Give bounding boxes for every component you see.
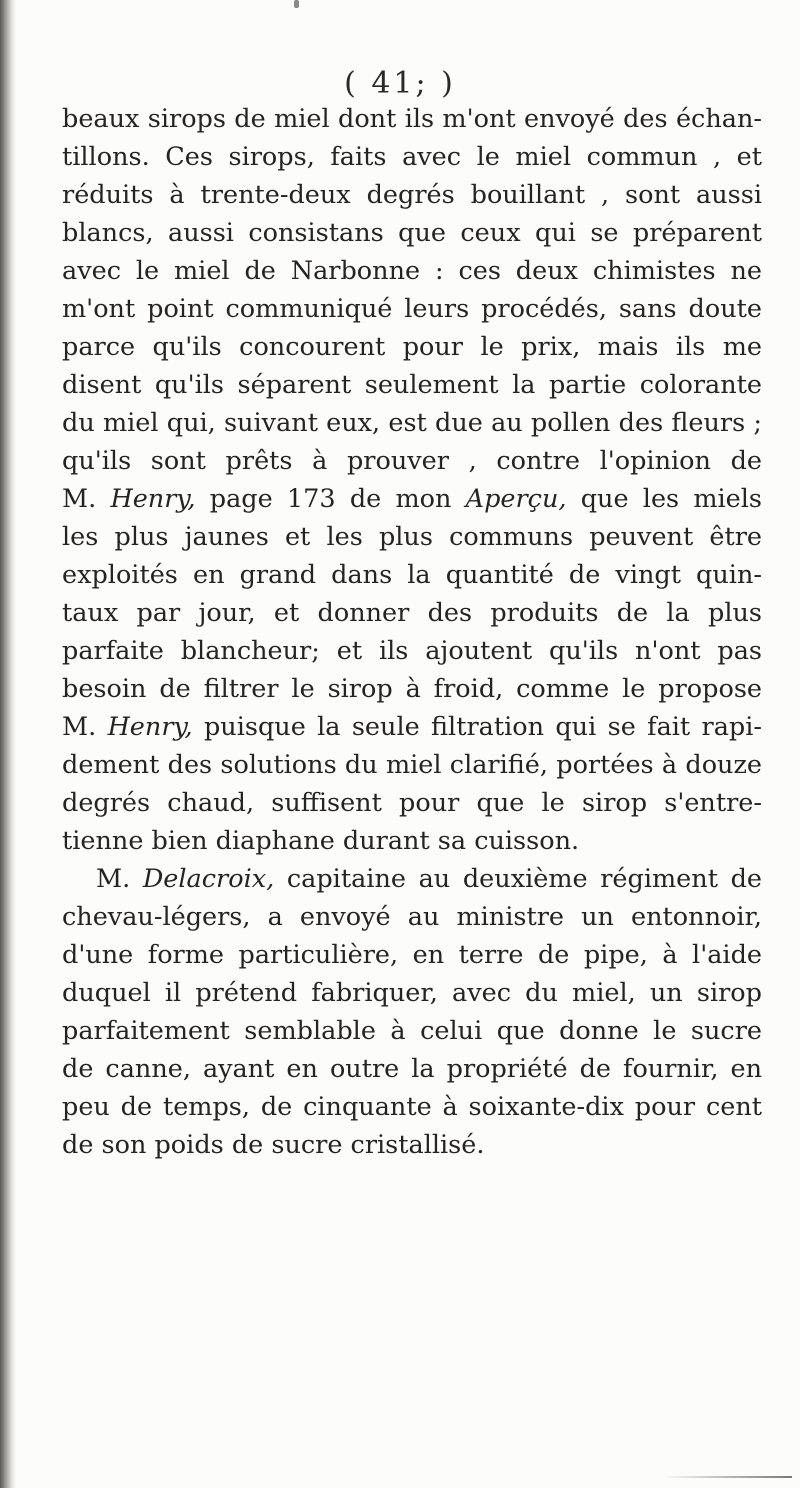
text-line-28: de son poids de sucre cristallisé. bbox=[62, 1130, 485, 1160]
line-11-middle: page 173 de mon bbox=[195, 484, 466, 514]
text-line-26: de canne, ayant en outre la propriété de fournir, en bbox=[62, 1054, 762, 1084]
text-line-9: du miel qui, suivant eux, est due au pollen des fleurs ; bbox=[62, 408, 762, 438]
ink-spot bbox=[294, 0, 299, 8]
line-21-prefix: M. bbox=[96, 864, 143, 894]
text-line-16: besoin de filtrer le sirop à froid, comme le propose bbox=[62, 674, 762, 704]
line-21-suffix: capitaine au deuxième régiment de bbox=[274, 864, 762, 894]
text-line-19: degrés chaud, suffisent pour que le sirop s'entre- bbox=[62, 788, 762, 818]
text-line-14: taux par jour, et donner des produits de la plus bbox=[62, 598, 762, 628]
text-line-15: parfaite blancheur; et ils ajoutent qu'ils n'ont pas bbox=[62, 636, 762, 666]
text-line-18: dement des solutions du miel clarifié, portées à douze bbox=[62, 750, 762, 780]
text-line-17 bbox=[62, 708, 762, 746]
text-line-13: exploités en grand dans la quantité de vingt quin- bbox=[62, 560, 762, 590]
author-name-delacroix: Delacroix, bbox=[142, 864, 275, 894]
text-line-21 bbox=[62, 860, 762, 898]
text-line-20: tienne bien diaphane durant sa cuisson. bbox=[62, 826, 580, 856]
binding-shadow bbox=[0, 0, 16, 1488]
text-line-4: blancs, aussi consistans que ceux qui se préparent bbox=[62, 218, 762, 248]
text-line-3: réduits à trente-deux degrés bouillant , sont aussi bbox=[62, 180, 762, 210]
body-text bbox=[62, 100, 762, 1164]
text-line-24: duquel il prétend fabriquer, avec du miel, un sirop bbox=[62, 978, 762, 1008]
page-edge-mark bbox=[662, 1476, 792, 1478]
line-11-suffix: que les miels bbox=[566, 484, 763, 514]
text-line-7: parce qu'ils concourent pour le prix, mais ils me bbox=[62, 332, 762, 362]
text-line-27: peu de temps, de cinquante à soixante-dix pour cent bbox=[62, 1092, 762, 1122]
text-line-6: m'ont point communiqué leurs procédés, sans doute bbox=[62, 294, 762, 324]
text-line-22: chevau-légers, a envoyé au ministre un entonnoir, bbox=[62, 902, 762, 932]
text-line-11 bbox=[62, 480, 762, 518]
text-line-25: parfaitement semblable à celui que donne le sucre bbox=[62, 1016, 762, 1046]
page-number: ( 41; ) bbox=[344, 66, 456, 101]
text-line-12: les plus jaunes et les plus communs peuvent être bbox=[62, 522, 762, 552]
line-11-prefix: M. bbox=[62, 484, 111, 514]
text-line-10: qu'ils sont prêts à prouver , contre l'opinion de bbox=[62, 446, 762, 476]
text-line-5: avec le miel de Narbonne : ces deux chimistes ne bbox=[62, 256, 762, 286]
text-line-8: disent qu'ils séparent seulement la partie colorante bbox=[62, 370, 762, 400]
author-name-henry-2: Henry, bbox=[107, 712, 193, 742]
text-line-2: tillons. Ces sirops, faits avec le miel commun , et bbox=[62, 142, 762, 172]
book-title-apercu: Aperçu, bbox=[465, 484, 567, 514]
text-line-23: d'une forme particulière, en terre de pipe, à l'aide bbox=[62, 940, 762, 970]
author-name-henry: Henry, bbox=[110, 484, 196, 514]
text-line-1: beaux sirops de miel dont ils m'ont envoyé des échan- bbox=[62, 104, 762, 134]
line-17-suffix: puisque la seule filtration qui se fait rapi- bbox=[192, 712, 762, 742]
line-17-prefix: M. bbox=[62, 712, 108, 742]
